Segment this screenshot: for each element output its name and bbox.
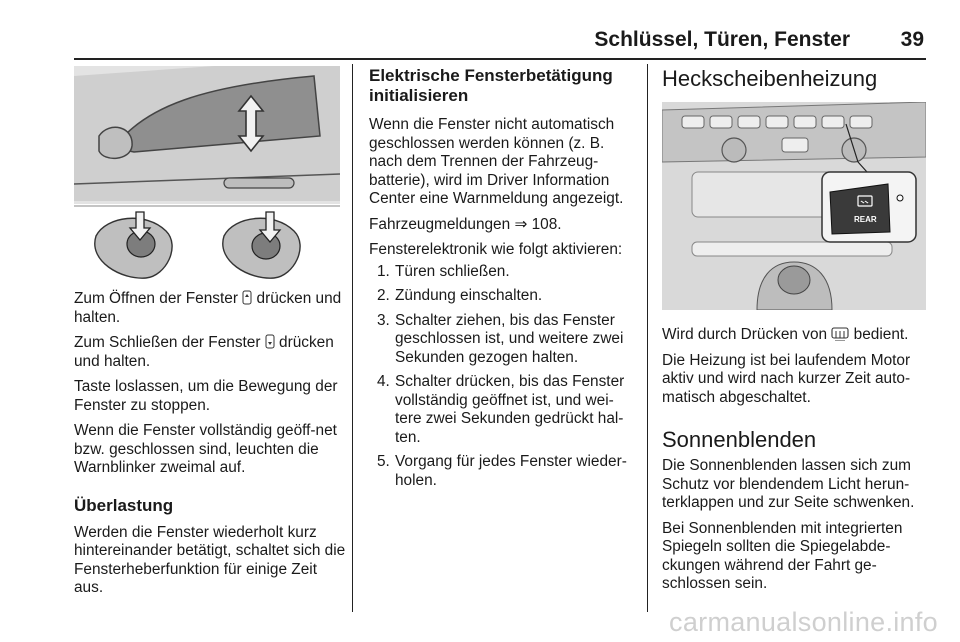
heading-rear-window-heating: Heckscheibenheizung: [662, 66, 878, 91]
step-item: 5. Vorgang für jedes Fenster wieder-holen.: [377, 453, 627, 489]
rear-button-label: REAR: [854, 215, 877, 224]
paragraph-close-window: Zum Schließen der Fenster drücken und halten.: [74, 334, 334, 370]
paragraph-messages-ref: Fahrzeugmeldungen ⇒ 108.: [369, 215, 562, 233]
heading-sun-visors: Sonnenblenden: [662, 427, 817, 452]
paragraph-hazard-flash: Wenn die Fenster vollständig geöff-net bzw. geschlossen sind, leuchten die Warnblinker zweimal auf.: [74, 422, 337, 476]
heading-overload: Überlastung: [74, 495, 174, 515]
window-switch-figure: [74, 66, 340, 282]
rear-heating-figure: [662, 102, 926, 310]
steps-list: [369, 263, 637, 491]
paragraph-activate-intro: Fensterelektronik wie folgt aktivieren:: [369, 241, 623, 258]
paragraph-sun-visors-2: Bei Sonnenblenden mit integrierten Spiegeln sollten die Spiegelabde-ckungen während der Fahrt ge-schlossen sein.: [662, 519, 903, 592]
watermark: carmanualsonline.info: [669, 607, 938, 637]
heading-initialize-windows: Elektrische Fensterbetätigung initialisieren: [369, 66, 613, 105]
paragraph-sun-visors-1: Die Sonnenblenden lassen sich zum Schutz vor blendendem Licht herun-terklappen und zur Seite schwenken.: [662, 457, 915, 511]
page-number: 39: [900, 28, 924, 51]
paragraph-overload: Werden die Fenster wiederholt kurz hintereinander betätigt, schaltet sich die Fensterheberfunktion für einige Zeit aus.: [74, 523, 346, 596]
step-item: 3. Schalter ziehen, bis das Fenster geschlossen ist, und weitere zwei Sekunden gezogen halten.: [377, 311, 624, 366]
paragraph-release: Taste loslassen, um die Bewegung der Fenster zu stoppen.: [74, 378, 338, 414]
header-rule: [74, 58, 926, 60]
left-column: [74, 290, 346, 605]
window-up-icon: [242, 290, 252, 305]
page-header: [0, 26, 960, 56]
paragraph-rear-operated: Wird durch Drücken von bedient.: [662, 326, 909, 343]
paragraph-rear-heating: Die Heizung ist bei laufendem Motor aktiv und wird nach kurzer Zeit auto-matisch abgeschaltet.: [662, 351, 911, 406]
step-item: 2. Zündung einschalten.: [377, 287, 543, 304]
paragraph-open-window: Zum Öffnen der Fenster drücken und halten.: [74, 290, 342, 326]
column-divider-left: [352, 64, 353, 612]
rear-defrost-icon: [831, 327, 849, 341]
middle-column: [369, 66, 637, 496]
column-divider-right: [647, 64, 648, 612]
step-item: 1. Türen schließen.: [377, 262, 510, 280]
step-item: 4. Schalter drücken, bis das Fenster vollständig geöffnet ist, und wei-tere zwei Sekunden gedrückt hal-ten.: [377, 373, 625, 446]
right-column: [662, 66, 928, 601]
window-down-icon: [265, 334, 275, 349]
paragraph-init-intro: Wenn die Fenster nicht automatisch geschlossen werden können (z. B. nach dem Trennen der Fahrzeug-batterie), wird im Driver Information Center eine Warnmeldung angezeigt.: [369, 116, 624, 207]
chapter-title: Schlüssel, Türen, Fenster: [594, 28, 850, 51]
